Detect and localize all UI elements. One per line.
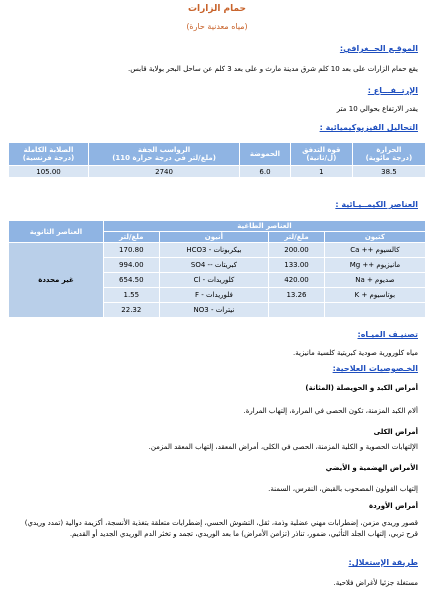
table-cell: 2740 [88,166,239,178]
main-elements-header: العناصر الطاغية [104,221,426,232]
table-cell [269,303,325,318]
header-cell: الحرارة (درجة مائوية) [352,143,425,166]
therapy-title: أمراض الكبد و الحويصلة (المثانة) [305,384,418,392]
location-text: يقع حمام الزارات على بعد 10 كلم شرق مدينة مارث و على بعد 3 كلم عن ساحل البحر بولاية قابس. [128,65,418,73]
table-cell: بيكربونات - HCO3 [159,243,269,258]
secondary-elements-header: العناصر الثانوية [9,221,104,243]
classification-text: مياه كلورورية صودية كبريتية كلسية مانيزية. [293,349,418,357]
altitude-text: يقدر الارتفاع بحوالي 10 متر [336,105,418,113]
table-cell: 994.00 [104,258,160,273]
table-row [9,243,426,258]
therapy-title: أمراض الأوردة [368,502,418,510]
table-cell: 133.00 [269,258,325,273]
table-cell: كبريتات -- SO4 [159,258,269,273]
page-title: حمام الزارات [187,4,247,14]
table-cell: 170.80 [104,243,160,258]
chemical-heading: العناصر الكيمــيـائية : [335,200,418,209]
table-cell: فلوريدات - F [159,288,269,303]
page-subtitle: (مياه معدنية حارة) [186,22,248,31]
therapy-title: أمراض الكلى [373,428,418,436]
physchem-table [8,142,426,178]
therapy-text: الإلتهابات الحصوية و الكلية المزمنة، الحصى في الكلى، أمراض المعقد، إلتهاب المعقد المزمن. [148,443,418,451]
table-cell: 1 [290,166,352,178]
table-row [9,166,426,178]
therapy-text: إلتهاب القولون المصحوب بالقبض، النقرس، السمنة. [268,485,418,493]
location-heading: الموقـع الجــغرافي: [339,44,418,53]
table-cell: صديوم + Na [324,273,425,288]
altitude-heading: الإرتــفـــاع : [367,86,418,95]
classification-heading: تصنيـف الميـاه: [357,330,418,339]
therapy-text: قصور وريدي مزمن، إضطرابات مهني عضلية وذمة، ثقل، التشوش الحسي، إضطرابات متعلقة بتغذية الأنسجة، أكزيمة دوالية (تمدد وريدي) قرح تربي، إلتهاب الجلد التأثيي، ضمور، تناذر (تزامن الأمراض) ما بعد الوريدي، تجمد و تخثر الدم الوريدي الجديد أو القديم. [24,519,418,538]
secondary-value: غير محددة [9,243,104,318]
table-cell: 1.55 [104,288,160,303]
table-cell: 6.0 [240,166,291,178]
usage-heading: طريقة الإستغلال: [348,558,418,567]
table-cell: كالسيوم ++ Ca [324,243,425,258]
table-cell [324,303,425,318]
anion-header: أنيون [159,232,269,243]
cation-header: كتيون [324,232,425,243]
mg-header: ملغ/لتر [269,232,325,243]
table-cell: بوتاسيوم + K [324,288,425,303]
table-cell: 420.00 [269,273,325,288]
table-header-row [9,143,426,166]
table-cell: كلوريدات - Cl [159,273,269,288]
header-cell: قوة التدفق (ل/ثانية) [290,143,352,166]
mg-header: ملغ/لتر [104,232,160,243]
header-cell: الرواسب الجفة (ملغ/لتر في درجة حرارة 110) [88,143,239,166]
table-cell: 13.26 [269,288,325,303]
therapy-title: الأمراض الهضمية و الأيضي [325,464,418,472]
table-cell: 22.32 [104,303,160,318]
table-cell: 654.50 [104,273,160,288]
table-cell: 38.5 [352,166,425,178]
therapeutic-heading: الخـصوصيات العلاجية: [332,364,418,373]
usage-text: مستغلة جزئيا لأغراض فلاحية. [333,579,418,587]
therapy-text: ألام الكبد المزمنة، تكون الحصى في المرارة، إلتهاب المرارة. [243,407,418,415]
table-cell: مانيزيوم ++ Mg [324,258,425,273]
header-cell: الحموضة [240,143,291,166]
chemical-table [8,220,426,318]
table-cell: نيترات - NO3 [159,303,269,318]
table-header-row [9,221,426,232]
physchem-heading: التحاليل الفيزيوكيميائية : [319,123,418,132]
table-cell: 105.00 [9,166,89,178]
table-cell: 200.00 [269,243,325,258]
header-cell: الصلابة الكاملة (درجة فرنسية) [9,143,89,166]
